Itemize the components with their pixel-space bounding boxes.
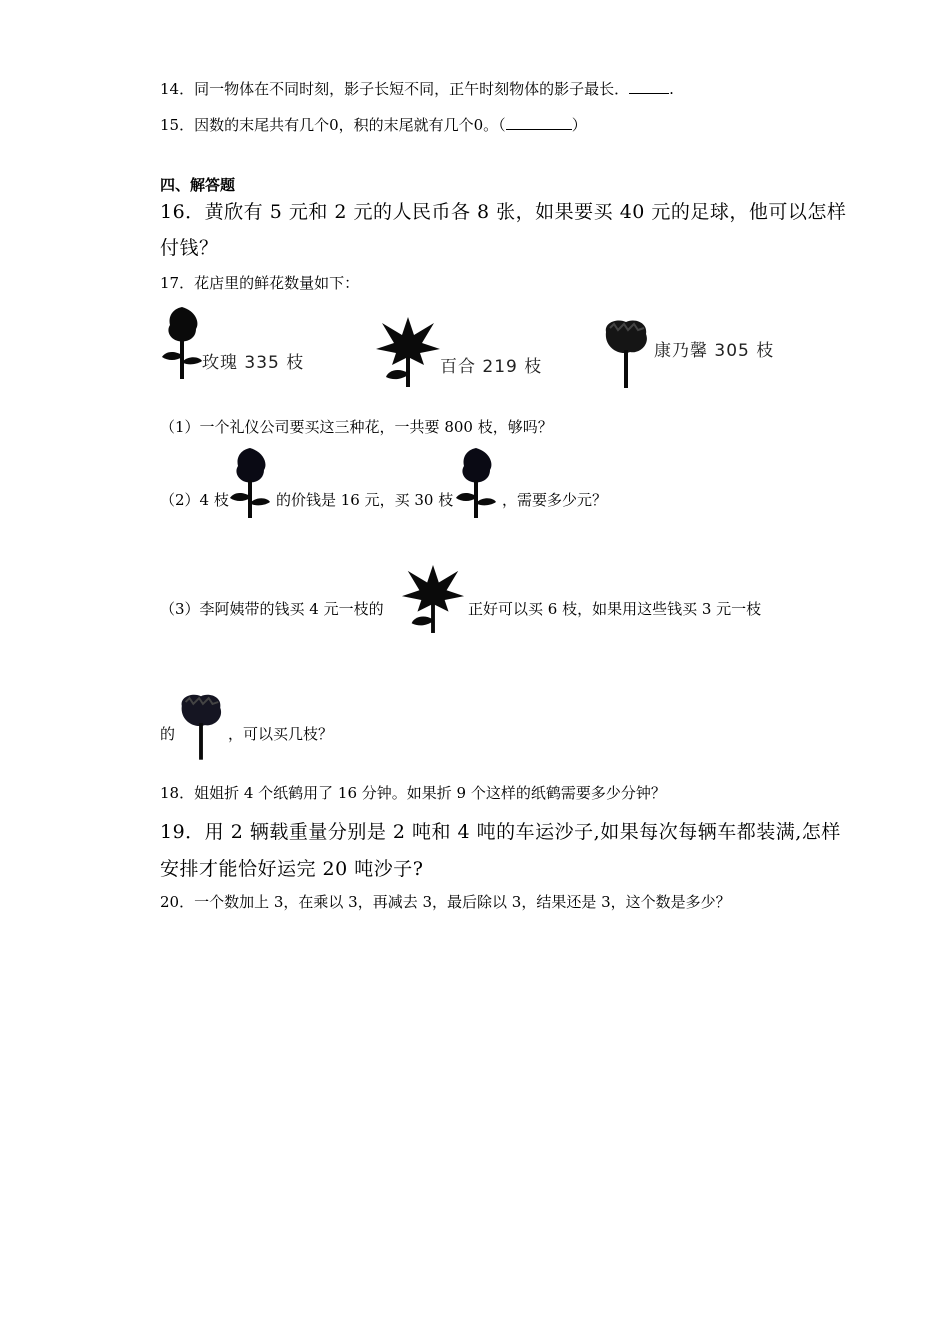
question-17-sub1: （1）一个礼仪公司要买这三种花，一共要 800 枝，够吗？ xyxy=(160,418,553,436)
question-15-body: 因数的末尾共有几个0，积的末尾就有几个0。（ xyxy=(194,116,506,134)
question-17-sub3-d: ，可以买几枝？ xyxy=(228,725,334,743)
answer-blank-14[interactable] xyxy=(629,79,669,94)
question-14-tail: . xyxy=(669,80,674,98)
question-15-tail: ） xyxy=(571,116,587,134)
question-19-line2: 安排才能恰好运完 20 吨沙子? xyxy=(160,858,424,880)
question-17-sub3-c: 的 xyxy=(160,725,176,743)
question-15 xyxy=(160,114,587,135)
flower-label-carnation: 康乃馨 305 枝 xyxy=(654,341,775,361)
rose-icon xyxy=(230,446,272,520)
question-16-line1: 16．黄欣有 5 元和 2 元的人民币各 8 张，如果要买 40 元的足球，他可以怎样 xyxy=(160,201,847,223)
question-17-sub2-a: （2）4 枝 xyxy=(160,491,229,509)
question-15-num: 15． xyxy=(160,116,195,134)
question-16-line2: 付钱？ xyxy=(160,237,219,259)
question-19-line1: 19．用 2 辆载重量分别是 2 吨和 4 吨的车运沙子,如果每次每辆车都装满,怎样 xyxy=(160,821,841,843)
question-14-text: 14． xyxy=(160,80,195,98)
question-17-sub2-b: 的价钱是 16 元，买 30 枝 xyxy=(276,491,454,509)
question-14-body: 同一物体在不同时刻，影子长短不同，正午时刻物体的影子最长． xyxy=(194,80,630,98)
carnation-icon xyxy=(600,318,652,390)
question-14 xyxy=(160,78,674,99)
question-18: 18．姐姐折 4 个纸鹤用了 16 分钟。如果折 9 个这样的纸鹤需要多少分钟？ xyxy=(160,784,666,802)
question-17-sub3-a: （3）李阿姨带的钱买 4 元一枝的 xyxy=(160,600,384,618)
carnation-icon xyxy=(176,692,226,762)
question-17-sub3-b: 正好可以买 6 枝，如果用这些钱买 3 元一枝 xyxy=(468,600,762,618)
answer-blank-15[interactable] xyxy=(506,115,572,130)
flower-label-rose: 玫瑰 335 枝 xyxy=(202,353,305,373)
question-17-sub2-c: ，需要多少元？ xyxy=(502,491,608,509)
question-20: 20．一个数加上 3，在乘以 3，再减去 3，最后除以 3，结果还是 3，这个数是多少？ xyxy=(160,893,731,911)
lily-icon xyxy=(374,315,442,389)
rose-icon xyxy=(160,305,206,383)
question-17-intro: 17．花店里的鲜花数量如下： xyxy=(160,274,360,292)
lily-icon xyxy=(400,562,466,636)
section-title: 四、解答题 xyxy=(160,176,236,194)
rose-icon xyxy=(456,446,498,520)
flower-label-lily: 百合 219 枝 xyxy=(440,357,543,377)
